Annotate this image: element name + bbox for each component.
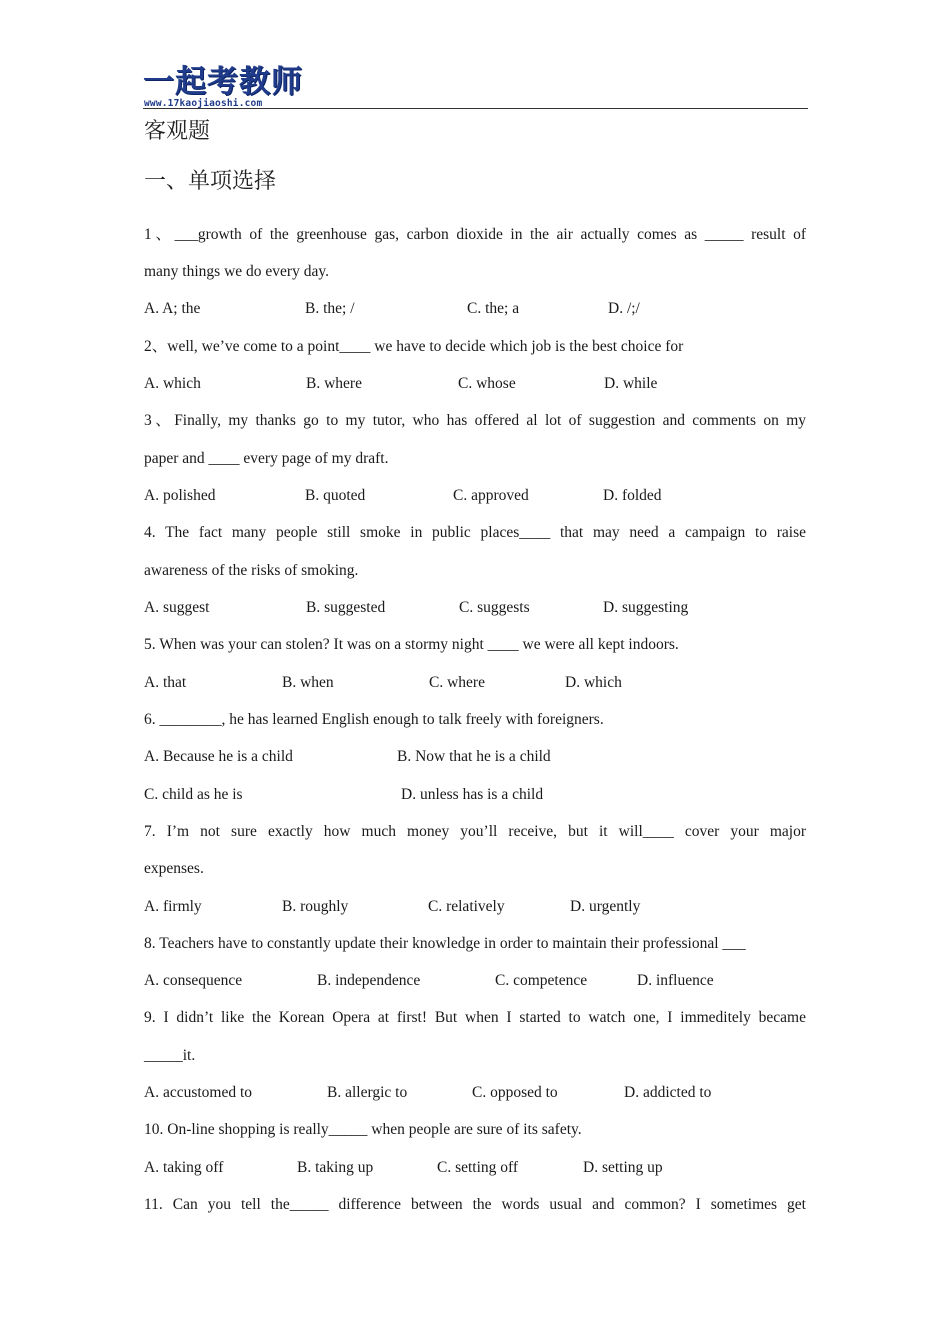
question-8-text: 8. Teachers have to constantly update their knowledge in order to maintain their professional ___ (144, 935, 746, 952)
q5-option-d: D. which (565, 674, 622, 691)
q2-option-b: B. where (306, 375, 362, 392)
q3-option-a: A. polished (144, 487, 216, 504)
q1-option-b: B. the; / (305, 300, 355, 317)
question-2-text: 2、well, we’ve come to a point____ we have to decide which job is the best choice for (144, 338, 684, 355)
question-3-text-cont: paper and ____ every page of my draft. (144, 450, 389, 467)
question-11-text: 11. Can you tell the_____ difference between the words usual and common? I sometimes get (144, 1196, 806, 1213)
q10-option-a: A. taking off (144, 1159, 224, 1176)
q5-option-a: A. that (144, 674, 187, 691)
section-title: 客观题 (144, 119, 211, 144)
q1-option-a: A. A; the (144, 300, 201, 317)
q4-option-a: A. suggest (144, 599, 210, 616)
q7-option-d: D. urgently (570, 898, 641, 915)
logo-text: 一起考教师 (143, 64, 303, 100)
q5-option-c: C. where (429, 674, 485, 691)
q5-option-b: B. when (282, 674, 334, 691)
q4-option-b: B. suggested (306, 599, 386, 616)
q1-option-c: C. the; a (467, 300, 520, 317)
q8-option-a: A. consequence (144, 972, 243, 989)
q2-option-d: D. while (604, 375, 658, 392)
q10-option-b: B. taking up (297, 1159, 374, 1176)
q3-option-d: D. folded (603, 487, 662, 504)
question-1-text-cont: many things we do every day. (144, 263, 329, 280)
q8-option-d: D. influence (637, 972, 714, 989)
question-4-text-cont: awareness of the risks of smoking. (144, 562, 359, 579)
question-1-text: 1、___growth of the greenhouse gas, carbon dioxide in the air actually comes as _____ result of (144, 226, 806, 243)
question-6-text: 6. ________, he has learned English enough to talk freely with foreigners. (144, 711, 604, 728)
q6-option-d: D. unless has is a child (401, 786, 544, 803)
question-9-text-cont: _____it. (144, 1047, 196, 1064)
q9-option-a: A. accustomed to (144, 1084, 253, 1101)
q8-option-c: C. competence (495, 972, 588, 989)
q2-option-c: C. whose (458, 375, 516, 392)
q7-option-a: A. firmly (144, 898, 202, 915)
question-3-text: 3、Finally, my thanks go to my tutor, who has offered al lot of suggestion and comments on my (144, 412, 806, 429)
q9-option-b: B. allergic to (327, 1084, 408, 1101)
brand-logo (143, 64, 313, 112)
q2-option-a: A. which (144, 375, 201, 392)
q10-option-c: C. setting off (437, 1159, 519, 1176)
q7-option-c: C. relatively (428, 898, 505, 915)
q6-option-b: B. Now that he is a child (397, 748, 551, 765)
question-7-text: 7. I’m not sure exactly how much money you’ll receive, but it will____ cover your major (144, 823, 806, 840)
section-subtitle: 一、单项选择 (144, 169, 277, 194)
question-10-text: 10. On-line shopping is really_____ when people are sure of its safety. (144, 1121, 582, 1138)
q3-option-c: C. approved (453, 487, 529, 504)
question-5-text: 5. When was your can stolen? It was on a stormy night ____ we were all kept indoors. (144, 636, 679, 653)
question-4-text: 4. The fact many people still smoke in public places____ that may need a campaign to raise (144, 524, 806, 541)
q3-option-b: B. quoted (305, 487, 366, 504)
q10-option-d: D. setting up (583, 1159, 663, 1176)
q4-option-d: D. suggesting (603, 599, 689, 616)
q6-option-a: A. Because he is a child (144, 748, 293, 765)
question-7-text-cont: expenses. (144, 860, 204, 877)
q8-option-b: B. independence (317, 972, 421, 989)
q6-option-c: C. child as he is (144, 786, 243, 803)
question-9-text: 9. I didn’t like the Korean Opera at first! But when I started to watch one, I immeditely became (144, 1009, 806, 1026)
header-divider (143, 108, 808, 109)
q7-option-b: B. roughly (282, 898, 349, 915)
q9-option-d: D. addicted to (624, 1084, 712, 1101)
q4-option-c: C. suggests (459, 599, 530, 616)
q9-option-c: C. opposed to (472, 1084, 558, 1101)
logo-url: www.17kaojiaoshi.com (144, 98, 263, 109)
q1-option-d: D. /;/ (608, 300, 640, 317)
